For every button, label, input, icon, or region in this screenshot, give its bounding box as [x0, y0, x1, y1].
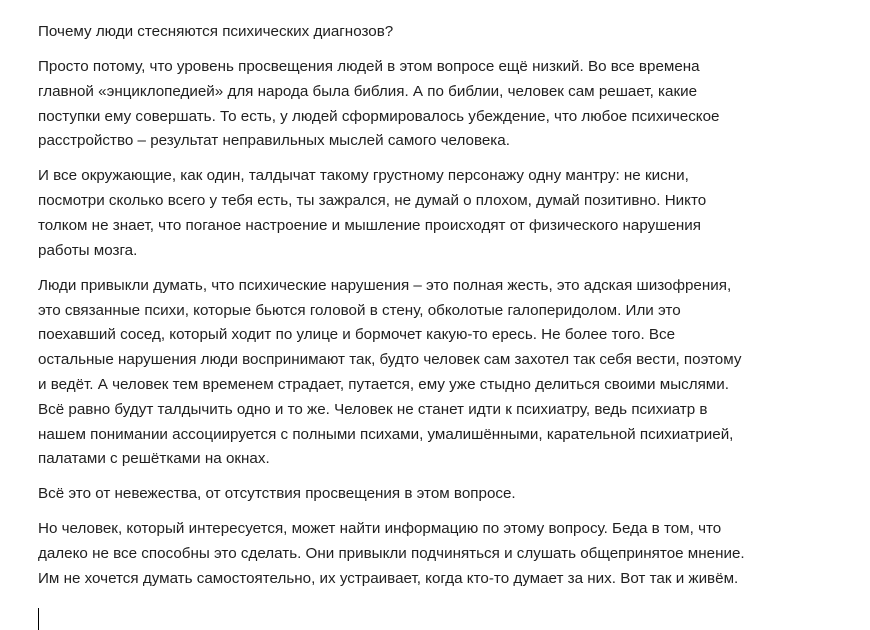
text-line: Просто потому, что уровень просвещения людей в этом вопросе ещё низкий. Во все времена [38, 57, 700, 75]
text-line: И все окружающие, как один, талдычат такому грустному персонажу одну мантру: не кисни, [38, 167, 689, 185]
text-line: Всё это от невежества, от отсутствия просвещения в этом вопросе. [38, 485, 516, 503]
text-line: посмотри сколько всего у тебя есть, ты зажрался, не думай о плохом, думай позитивно. Никто [38, 192, 707, 210]
text-line: Люди привыкли думать, что психические нарушения – это полная жесть, это адская шизофрения, [38, 276, 732, 294]
text-cursor [38, 608, 39, 630]
text-line: поехавший сосед, который ходит по улице и бормочет какую-то ересь. Не более того. Все [38, 326, 676, 344]
text-line: остальные нарушения люди воспринимают так, будто человек сам захотел так себя вести, поэтому [38, 351, 742, 369]
paragraph-3 [38, 274, 838, 472]
text-line: Всё равно будут талдычить одно и то же. Человек не станет идти к психиатру, ведь психиатр в [38, 400, 708, 418]
paragraph-4 [38, 482, 838, 507]
paragraph-2 [38, 164, 838, 263]
text-line: далеко не все способны это сделать. Они привыкли подчиняться и слушать общепринятое мнение. [38, 545, 745, 563]
text-line: нашем понимании ассоциируется с полными психами, умалишёнными, карательной психиатрией, [38, 425, 734, 443]
text-line: расстройство – результат неправильных мыслей самого человека. [38, 132, 510, 150]
text-line: и ведёт. А человек тем временем страдает, путается, ему уже стыдно делиться своими мыслями. [38, 375, 729, 393]
text-line: Но человек, который интересуется, может найти информацию по этому вопросу. Беда в том, что [38, 520, 722, 538]
paragraph-1 [38, 55, 838, 154]
text-line: главной «энциклопедией» для народа была библия. А по библии, человек сам решает, какие [38, 82, 698, 100]
text-line: поступки ему совершать. То есть, у людей сформировалось убеждение, что любое психическое [38, 107, 720, 125]
text-line: Им не хочется думать самостоятельно, их устраивает, когда кто-то думает за них. Вот так и живём. [38, 569, 739, 587]
text-line: палатами с решётками на окнах. [38, 450, 270, 468]
text-line: это связанные психи, которые бьются головой в стену, обколотые галоперидолом. Или это [38, 301, 681, 319]
paragraph-5 [38, 517, 838, 591]
document-title-line: Почему люди стесняются психических диагнозов? [38, 23, 394, 40]
text-line: работы мозга. [38, 241, 138, 259]
text-line: толком не знает, что поганое настроение и мышление происходят от физического нарушения [38, 216, 701, 234]
document-body[interactable] [38, 20, 838, 602]
